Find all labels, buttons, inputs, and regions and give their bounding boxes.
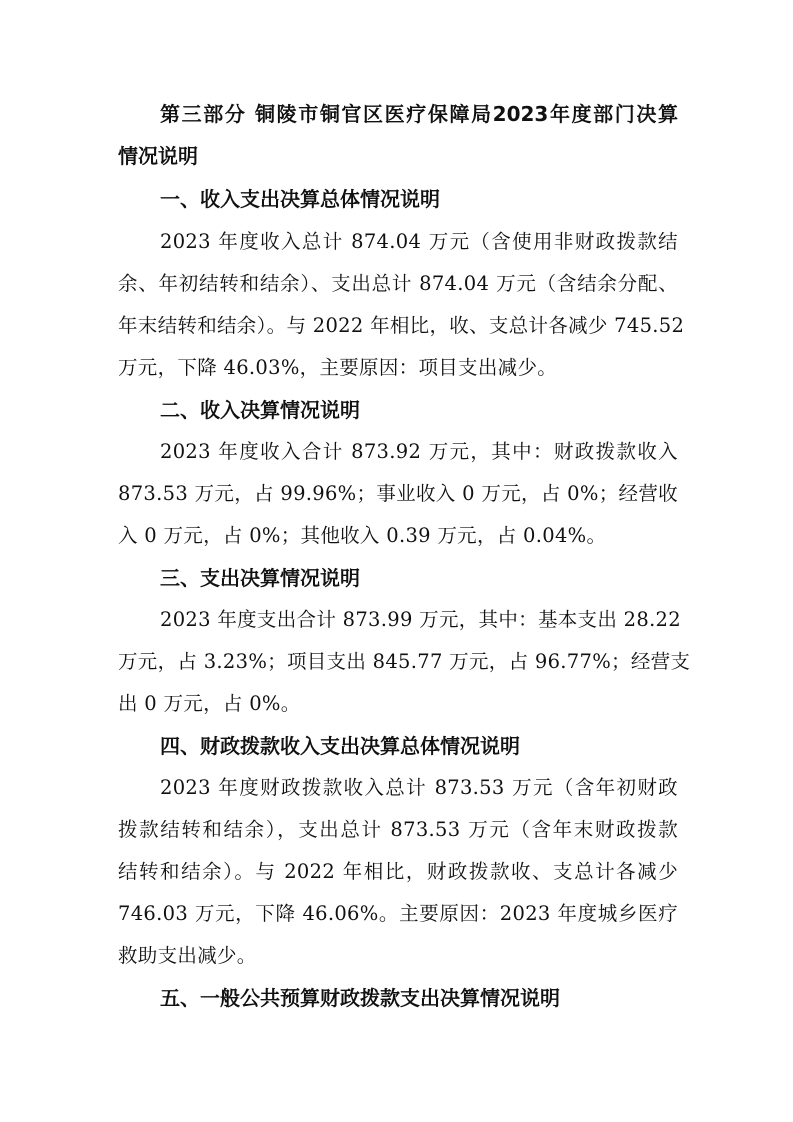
paragraph-line: 2023 年度财政拨款收入总计 873.53 万元（含年初财政 <box>160 776 678 799</box>
paragraph-line: 2023 年度收入合计 873.92 万元，其中：财政拨款收入 <box>160 440 678 463</box>
section-heading-4: 四、财政拨款收入支出决算总体情况说明 <box>160 734 520 758</box>
paragraph-line: 746.03 万元，下降 46.06%。主要原因：2023 年度城乡医疗 <box>118 902 678 925</box>
document-title-line1: 第三部分 铜陵市铜官区医疗保障局2023年度部门决算 <box>160 102 678 126</box>
section-heading-1: 一、收入支出决算总体情况说明 <box>160 187 440 211</box>
paragraph-line: 873.53 万元，占 99.96%；事业收入 0 万元，占 0%；经营收 <box>118 482 678 505</box>
paragraph-line: 万元，下降 46.03%，主要原因：项目支出减少。 <box>118 356 558 379</box>
paragraph-line: 入 0 万元，占 0%；其他收入 0.39 万元，占 0.04%。 <box>118 524 607 547</box>
paragraph-line: 2023 年度支出合计 873.99 万元，其中：基本支出 28.22 <box>160 608 681 631</box>
paragraph-line: 年末结转和结余）。与 2022 年相比，收、支总计各减少 745.52 <box>118 314 685 337</box>
paragraph-line: 2023 年度收入总计 874.04 万元（含使用非财政拨款结 <box>160 230 678 253</box>
paragraph-line: 余、年初结转和结余）、支出总计 874.04 万元（含结余分配、 <box>118 272 678 295</box>
paragraph-line: 拨款结转和结余），支出总计 873.53 万元（含年末财政拨款 <box>118 818 678 841</box>
paragraph-line: 结转和结余）。与 2022 年相比，财政拨款收、支总计各减少 <box>118 860 678 883</box>
section-heading-3: 三、支出决算情况说明 <box>160 566 360 590</box>
section-heading-5: 五、一般公共预算财政拨款支出决算情况说明 <box>160 986 560 1010</box>
document-title-line2: 情况说明 <box>118 144 198 168</box>
paragraph-line: 出 0 万元，占 0%。 <box>118 692 301 715</box>
section-heading-2: 二、收入决算情况说明 <box>160 398 360 422</box>
paragraph-line: 万元，占 3.23%；项目支出 845.77 万元，占 96.77%；经营支 <box>118 650 691 673</box>
paragraph-line: 救助支出减少。 <box>118 944 257 967</box>
